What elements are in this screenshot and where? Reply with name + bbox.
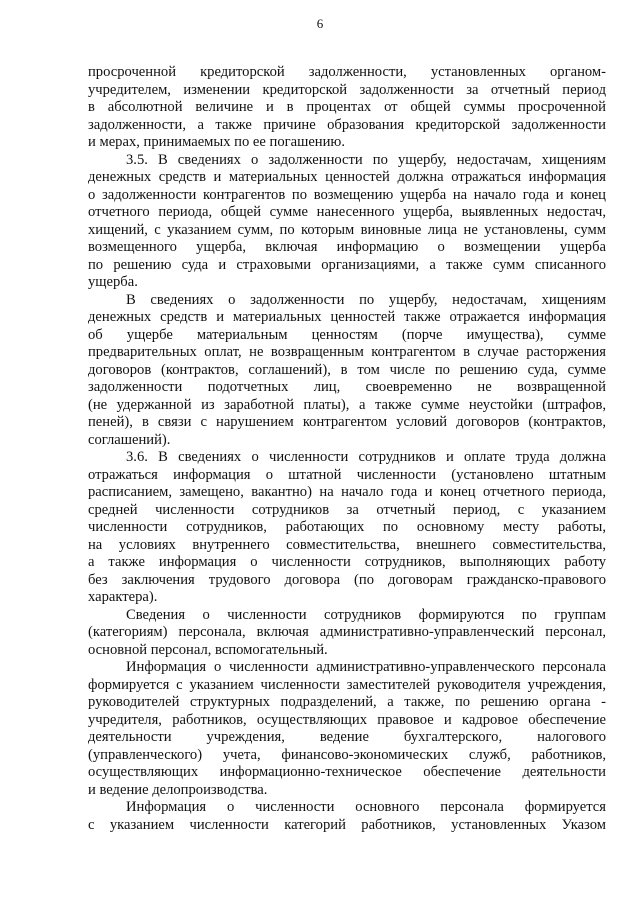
text-line: возмещенного ущерба, включая информацию о возмещении ущерба <box>88 239 606 255</box>
text-line: задолженности подотчетных лиц, своевременно не возвращенной <box>88 379 606 395</box>
text-line: предварительных оплат, не возвращенным контрагентом в случае расторжения <box>88 344 606 360</box>
text-line: с указанием численности категорий работников, установленных Указом <box>88 816 606 833</box>
text-line: и мерах, принимаемых по ее погашению. <box>88 134 345 150</box>
text-line: денежных средств и материальных ценностей должна отражаться информация <box>88 169 606 185</box>
text-line: учредителя, работников, осуществляющих правовое и кадровое обеспечение <box>88 711 606 728</box>
text-line: расписанием, замещено, вакантно) на начало года и конец отчетного периода, <box>88 484 606 500</box>
text-line: средней численности сотрудников за отчетный период, с указанием <box>88 501 606 518</box>
text-line: учредителем, изменении кредиторской задолженности за отчетный период <box>88 81 606 98</box>
paragraph <box>88 449 606 607</box>
text-line: В сведениях о задолженности по ущербу, недостачам, хищениям <box>126 291 606 308</box>
text-line: отражаться информация о штатной численности (установлено штатным <box>88 466 606 483</box>
text-line: (не удержанной из заработной платы), а также сумме неустойки (штрафов, <box>88 396 606 413</box>
text-line: пеней), в связи с нарушением контрагентом условий договоров (контрактов, <box>88 414 606 430</box>
text-line: деятельности учреждения, ведение бухгалтерского, налогового <box>88 729 606 745</box>
text-line: и ведение делопроизводства. <box>88 781 268 798</box>
text-line: об ущербе материальным ценностям (порче имущества), сумме <box>88 326 606 343</box>
paragraph <box>88 292 606 450</box>
text-line: в абсолютной величине и в процентах от общей суммы просроченной <box>88 99 606 115</box>
paragraph <box>88 659 606 799</box>
text-line: по решению суда и страховыми организациями, а также сумм списанного <box>88 256 606 273</box>
text-line: просроченной кредиторской задолженности, установленных органом- <box>88 64 606 80</box>
paragraph <box>88 799 606 834</box>
text-line: задолженности, а также причине образования кредиторской задолженности <box>88 116 606 133</box>
text-line: (управленческого) учета, финансово-экономических служб, работников, <box>88 746 606 763</box>
text-line: а также информация о численности сотрудников, выполняющих работу <box>88 554 606 570</box>
text-line: соглашений). <box>88 431 171 448</box>
text-line: денежных средств и материальных ценностей также отражается информация <box>88 309 606 325</box>
text-line: о задолженности контрагентов по возмещению ущерба на начало года и конец <box>88 186 606 203</box>
text-line: хищений, с указанием сумм, по которым виновные лица не установлены, сумм <box>88 221 606 238</box>
text-line: 3.6. В сведениях о численности сотрудников и оплате труда должна <box>126 449 606 465</box>
text-line: осуществляющих информационно-техническое обеспечение деятельности <box>88 764 606 780</box>
text-line: численности сотрудников, работающих по основному месту работы, <box>88 519 606 535</box>
text-line: основной персонал, вспомогательный. <box>88 641 328 658</box>
text-line: договоров (контрактов, соглашений), в том числе по решению суда, сумме <box>88 361 606 378</box>
text-line: формируется с указанием численности заместителей руководителя учреждения, <box>88 676 606 693</box>
text-line: 3.5. В сведениях о задолженности по ущербу, недостачам, хищениям <box>126 151 606 168</box>
text-line: руководителей структурных подразделений, а также, по решению органа - <box>88 694 606 710</box>
page-number: 6 <box>316 16 324 31</box>
text-line: Информация о численности административно-управленческого персонала <box>126 659 606 675</box>
text-line: отчетного периода, общей сумме нанесенного ущерба, выявленных недостач, <box>88 204 606 220</box>
text-line: Информация о численности основного персонала формируется <box>126 799 606 815</box>
text-line: Сведения о численности сотрудников формируются по группам <box>126 606 606 623</box>
paragraph <box>88 64 606 152</box>
text-line: ущерба. <box>88 274 138 290</box>
paragraph <box>88 607 606 660</box>
body-text <box>88 64 606 834</box>
text-line: на условиях внутреннего совместительства, внешнего совместительства, <box>88 536 606 553</box>
text-line: характера). <box>88 589 158 605</box>
text-line: (категориям) персонала, включая административно-управленческий персонал, <box>88 624 606 640</box>
paragraph <box>88 152 606 292</box>
text-line: без заключения трудового договора (по договорам гражданско-правового <box>88 571 606 588</box>
